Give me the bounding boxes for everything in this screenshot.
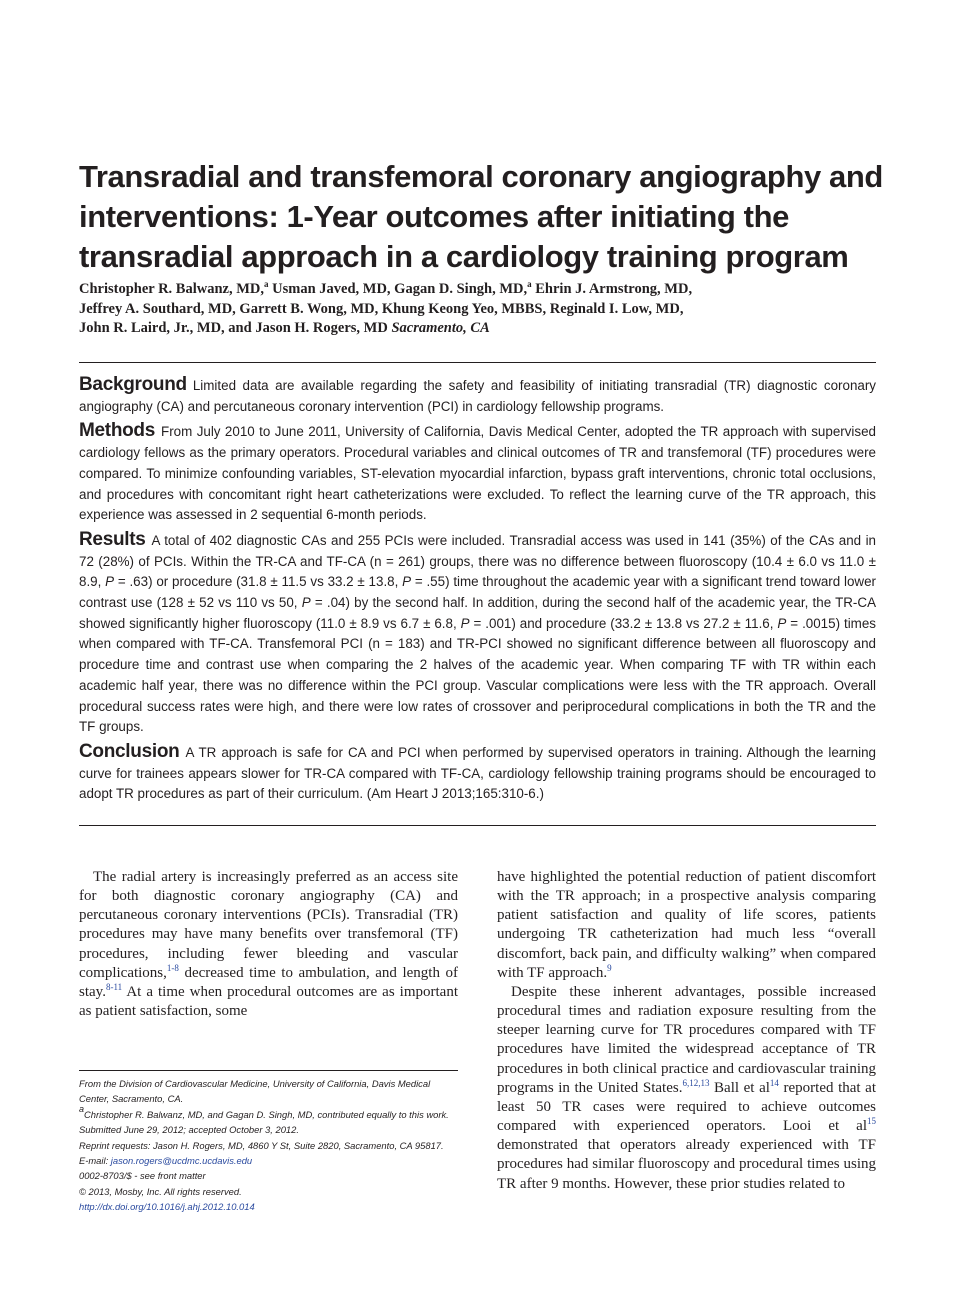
- abstract-methods-text: From July 2010 to June 2011, University of California, Davis Medical Center, adopted the TR approach with supervised cardiology fellows as the primary operators. Procedural variables and clinical outcomes of TR and transfemoral (TF) procedures were compared. To minimize confounding variables, ST-elevation myocardial infarction, bypass graft interventions, chronic total occlusions, and procedures with concomitant right heart catheterizations were excluded. To reflect the learning curve of the TR approach, this experience was assessed in 2 sequential 6-month periods.: [79, 424, 876, 523]
- abstract-heading-background: Background: [79, 374, 187, 395]
- footnote-submitted: Submitted June 29, 2012; accepted October 3, 2012.: [79, 1124, 299, 1136]
- footnote-rule: [79, 1070, 458, 1071]
- abstract-bottom-rule: [79, 825, 876, 826]
- p-value-symbol: P: [301, 595, 311, 611]
- results-text: = .63) or procedure (31.8 ± 11.5 vs 33.2 ± 13.8,: [114, 574, 403, 590]
- author-text: Ehrin J. Armstrong, MD,: [531, 281, 693, 297]
- abstract-heading-methods: Methods: [79, 420, 156, 442]
- results-text: = .001) and procedure (33.2 ± 13.8 vs 27.2 ± 11.6,: [469, 615, 778, 631]
- affiliation-marker: a: [79, 1103, 85, 1114]
- footnote-affiliation: From the Division of Cardiovascular Medicine, University of California, Davis Medical Center, Sacramento, CA.: [79, 1078, 431, 1105]
- author-text: John R. Laird, Jr., MD, and Jason H. Rogers, MD: [79, 320, 392, 336]
- p-value-symbol: P: [402, 574, 412, 590]
- body-text: reported that at least 50 TR cases were required to achieve outcomes compared with experienced operators. Looi et al: [497, 1079, 876, 1135]
- results-text: = .04) by the second half. In addition, during the second half of the academic year, the TR-CA showed significantly higher fluoroscopy (11.0 ± 8.9 vs 6.7 ± 6.8,: [79, 595, 876, 631]
- abstract-conclusion: [79, 742, 876, 805]
- body-text: The radial artery is increasingly preferred as an access site for both diagnostic coronary angiography (CA) and percutaneous coronary interventions (PCIs). Transradial (TR) procedures may have many benefits over transfemoral (TF) procedures, including fewer bleeding and vascular complications,: [79, 869, 458, 981]
- abstract: [79, 375, 876, 809]
- results-text: = .0015) times when compared with TF-CA. Transfemoral PCI (n = 183) and TR-PCI showed no significant difference between all fluoroscopy and procedure time and contrast use when comparing the 2 halves of the academic year. When comparing TF with TR within each academic half year, there was no difference within the PCI group. Vascular complications were less with the TR approach. Overall procedural success rates were high, and there were low rates of crossover and periprocedural complications in both the TR and the TF groups.: [79, 615, 876, 735]
- body-column-left: [79, 868, 458, 1021]
- abstract-background-text: Limited data are available regarding the safety and feasibility of initiating transradial (TR) diagnostic coronary angiography (CA) and percutaneous coronary intervention (PCI) in cardiology fellowship programs.: [79, 378, 876, 414]
- abstract-methods: [79, 421, 876, 526]
- body-text: have highlighted the potential reduction of patient discomfort with the TR approach; in a prospective analysis comparing patient satisfaction and quality of life scores, patients undergoing TR catheterization had much less “overall discomfort, back pain, and difficulty walking” when compared with TF approach.: [497, 869, 876, 981]
- abstract-heading-conclusion: Conclusion: [79, 740, 180, 762]
- footnote-equal-contribution: [79, 1103, 458, 1122]
- email-label: E-mail:: [79, 1155, 111, 1167]
- footnote-issn: 0002-8703/$ - see front matter: [79, 1170, 206, 1182]
- affiliation-marker: a: [527, 279, 532, 289]
- body-column-right: [497, 868, 876, 1194]
- body-text: At a time when procedural outcomes are as important as patient satisfaction, some: [79, 983, 458, 1020]
- author-location: Sacramento, CA: [391, 320, 490, 336]
- reference-link[interactable]: 1-8: [166, 962, 179, 973]
- abstract-background: [79, 375, 876, 417]
- results-text: A total of 402 diagnostic CAs and 255 PCIs were included. Transradial access was used in 141 (35%) of the CAs and in 72 (28%) of PCIs. Within the TR-CA and TF-CA (n = 261) groups, there was no difference between fluoroscopy (10.4 ± 6.0 vs 11.0 ± 8.9,: [79, 532, 876, 590]
- abstract-heading-results: Results: [79, 528, 146, 550]
- results-text: = .55) time throughout the academic year with a significant trend toward lower contrast use (128 ± 52 vs 110 vs 50,: [79, 574, 876, 611]
- email-link[interactable]: jason.rogers@ucdmc.ucdavis.edu: [110, 1155, 253, 1167]
- body-paragraph: [79, 868, 458, 1021]
- footnote-email: [79, 1153, 458, 1168]
- author-line-1: [79, 280, 899, 300]
- reference-link[interactable]: 15: [867, 1116, 876, 1127]
- body-text: demonstrated that operators already experienced with TF procedures had similar fluoroscopy and procedural times using TR after 9 months. However, these prior studies related to: [497, 1137, 876, 1192]
- author-list: [79, 280, 899, 339]
- footnote-copyright: © 2013, Mosby, Inc. All rights reserved.: [79, 1185, 242, 1197]
- abstract-conclusion-text: A TR approach is safe for CA and PCI when performed by supervised operators in training. Although the learning curve for trainees appears slower for TR-CA compared with TF-CA, cardiology fellowship training programs should be encouraged to adopt TR procedures as part of their curriculum. (Am Heart J 2013;165:310-6.): [79, 744, 876, 802]
- body-text: Despite these inherent advantages, possible increased procedural times and radiation exposure resulting from the steeper learning curve for TR procedures compared with TF procedures have limited the widespread acceptance of TR procedures in both clinical practice and cardiovascular training programs in the United States.: [497, 983, 876, 1096]
- footnote-text: Christopher R. Balwanz, MD, and Gagan D. Singh, MD, contributed equally to this work.: [84, 1108, 449, 1120]
- body-text: Ball et al: [709, 1079, 770, 1096]
- reference-link[interactable]: 6,12,13: [682, 1077, 710, 1088]
- footnotes: [79, 1076, 458, 1215]
- doi-link[interactable]: http://dx.doi.org/10.1016/j.ahj.2012.10.014: [79, 1201, 255, 1213]
- author-text: Christopher R. Balwanz, MD,: [79, 281, 265, 297]
- author-line-3: [79, 319, 899, 339]
- p-value-symbol: P: [105, 574, 115, 590]
- reference-link[interactable]: 14: [769, 1077, 779, 1088]
- p-value-symbol: P: [777, 615, 787, 631]
- body-paragraph: [497, 983, 876, 1194]
- author-line-2: Jeffrey A. Southard, MD, Garrett B. Wong, MD, Khung Keong Yeo, MBBS, Reginald I. Low, MD,: [79, 300, 684, 317]
- article-title: Transradial and transfemoral coronary angiography and interventions: 1-Year outcomes after initiating the transradial approach in a cardiology training program: [79, 159, 883, 274]
- body-text: decreased time to ambulation, and length of stay.: [79, 964, 458, 1000]
- affiliation-marker: a: [264, 279, 269, 289]
- p-value-symbol: P: [460, 615, 470, 631]
- reference-link[interactable]: 9: [607, 962, 612, 973]
- reference-link[interactable]: 8-11: [105, 981, 123, 992]
- footnote-reprint: Reprint requests: Jason H. Rogers, MD, 4860 Y St, Suite 2820, Sacramento, CA 95817.: [79, 1139, 444, 1151]
- abstract-top-rule: [79, 362, 876, 363]
- author-text: Usman Javed, MD, Gagan D. Singh, MD,: [268, 281, 528, 297]
- abstract-results: [79, 530, 876, 738]
- body-paragraph: [497, 868, 876, 983]
